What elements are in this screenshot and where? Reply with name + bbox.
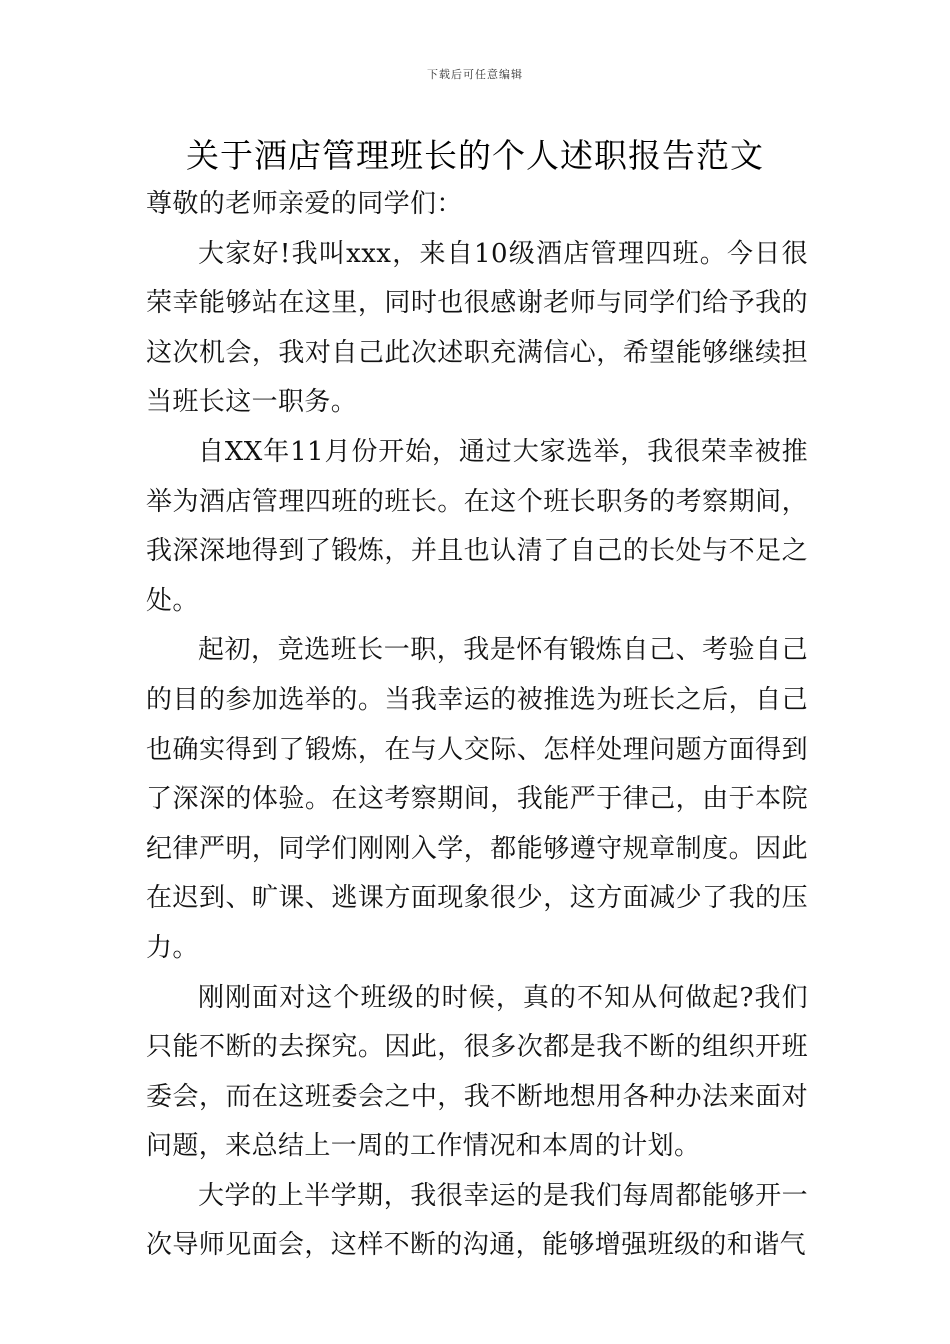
paragraph: 起初，竞选班长一职，我是怀有锻炼自己、考验自己的目的参加选举的。当我幸运的被推选为班长之后，自己也确实得到了锻炼，在与人交际、怎样处理问题方面得到了深深的体验。在这考察期间，我能严于律己，由于本院纪律严明，同学们刚刚入学，都能够遵守规章制度。因此在迟到、旷课、逃课方面现象很少，这方面减少了我的压力。 <box>146 635 808 963</box>
document-title: 关于酒店管理班长的个人述职报告范文 <box>186 136 764 175</box>
paragraph: 大家好!我叫xxx，来自10级酒店管理四班。今日很荣幸能够站在这里，同时也很感谢老师与同学们给予我的这次机会，我对自己此次述职充满信心，希望能够继续担当班长这一职务。 <box>146 238 808 418</box>
paragraph: 大学的上半学期，我很幸运的是我们每周都能够开一次导师见面会，这样不断的沟通，能够增强班级的和谐气 <box>146 1180 808 1261</box>
salutation: 尊敬的老师亲爱的同学们： <box>146 189 463 219</box>
document-body <box>146 180 808 1271</box>
paragraph: 刚刚面对这个班级的时候，真的不知从何做起?我们只能不断的去探究。因此，很多次都是我不断的组织开班委会，而在这班委会之中，我不断地想用各种办法来面对问题，来总结上一周的工作情况和本周的计划。 <box>146 982 808 1162</box>
paragraph: 自XX年11月份开始，通过大家选举，我很荣幸被推举为酒店管理四班的班长。在这个班长职务的考察期间，我深深地得到了锻炼，并且也认清了自己的长处与不足之处。 <box>146 436 808 616</box>
header-note: 下载后可任意编辑 <box>427 68 523 81</box>
